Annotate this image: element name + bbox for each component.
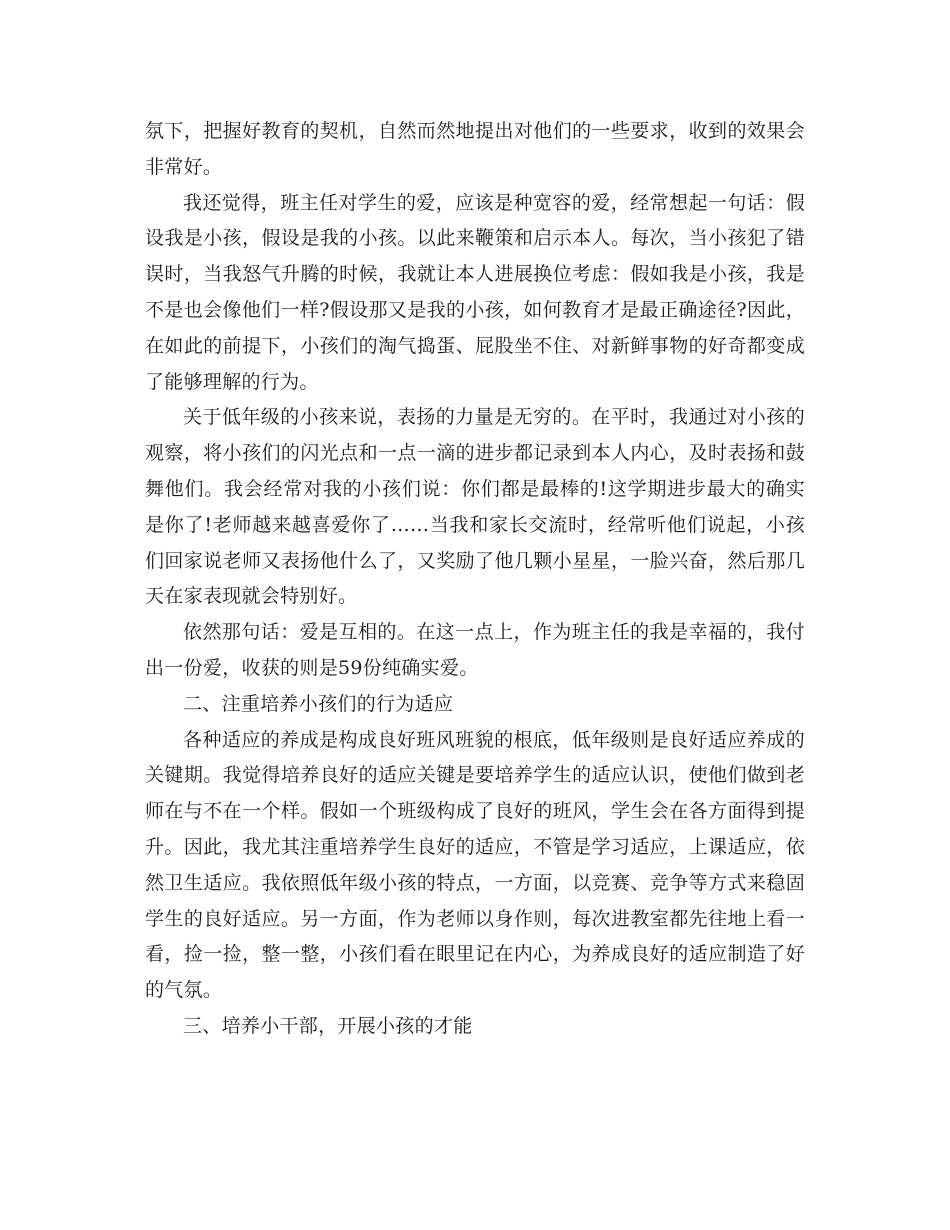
- paragraph-praise: 关于低年级的小孩来说，表扬的力量是无穷的。在平时，我通过对小孩的观察，将小孩们的闪光点和一点一滴的进步都记录到本人内心，及时表扬和鼓舞他们。我会经常对我的小孩们说：你们都是最棒的!这学期进步最大的确实是你了!老师越来越喜爱你了……当我和家长交流时，经常听他们说起，小孩们回家说老师又表扬他什么了，又奖励了他几颗小星星，一脸兴奋，然后那几天在家表现就会特别好。: [145, 406, 805, 608]
- section-heading-cadres: 三、培养小干部，开展小孩的才能: [183, 1014, 473, 1037]
- paragraph-mutual-love: 依然那句话：爱是互相的。在这一点上，作为班主任的我是幸福的，我付出一份爱，收获的则是59份纯确实爱。: [145, 621, 805, 679]
- section-heading-habits: 二、注重培养小孩们的行为适应: [183, 692, 454, 715]
- document-body: [145, 114, 805, 1045]
- paragraph-tolerant-love: 我还觉得，班主任对学生的爱，应该是种宽容的爱，经常想起一句话：假设我是小孩，假设是我的小孩。以此来鞭策和启示本人。每次，当小孩犯了错误时，当我怒气升腾的时候，我就让本人进展换位考虑：假如我是小孩，我是不是也会像他们一样?假设那又是我的小孩，如何教育才是最正确途径?因此，在如此的前提下，小孩们的淘气捣蛋、屁股坐不住、对新鲜事物的好奇都变成了能够理解的行为。: [145, 191, 805, 393]
- paragraph-habits: 各种适应的养成是构成良好班风班貌的根底，低年级则是良好适应养成的关键期。我觉得培养良好的适应关键是要培养学生的适应认识，使他们做到老师在与不在一个样。假如一个班级构成了良好的班风，学生会在各方面得到提升。因此，我尤其注重培养学生良好的适应，不管是学习适应，上课适应，依然卫生适应。我依照低年级小孩的特点，一方面，以竞赛、竞争等方式来稳固学生的良好适应。另一方面，作为老师以身作则，每次进教室都先往地上看一看，捡一捡，整一整，小孩们看在眼里记在内心，为养成良好的适应制造了好的气氛。: [145, 728, 805, 1002]
- paragraph-continuation: 氛下，把握好教育的契机，自然而然地提出对他们的一些要求，收到的效果会非常好。: [145, 120, 805, 178]
